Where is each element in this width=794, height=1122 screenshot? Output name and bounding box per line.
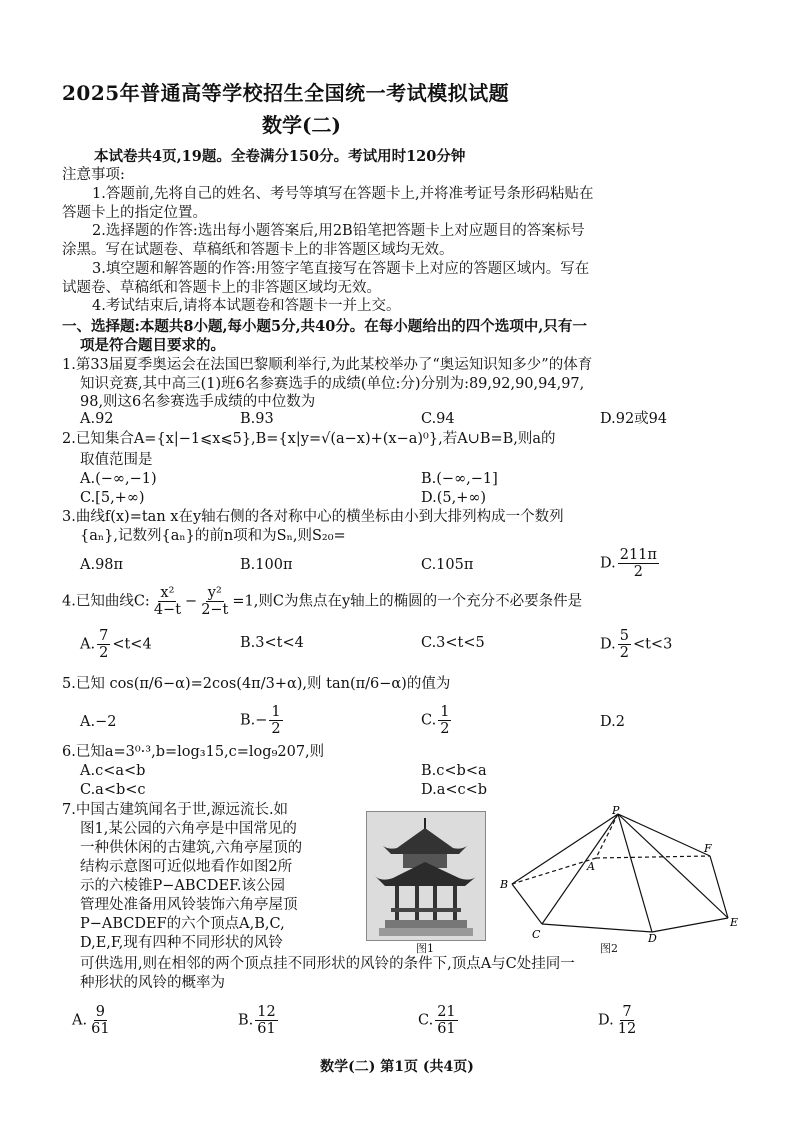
section-heading: 项是符合题目要求的。 — [80, 337, 225, 354]
fraction-denominator: 2−t — [201, 602, 229, 618]
fraction-numerator: 12 — [257, 1004, 276, 1020]
fraction-denominator: 61 — [437, 1021, 456, 1037]
figure-2-hexagonal-pyramid — [492, 806, 742, 942]
fraction-denominator: 61 — [257, 1021, 276, 1037]
question-7-option-a[interactable] — [72, 1004, 114, 1037]
fraction — [616, 1004, 638, 1037]
vertex-label-d: D — [648, 932, 657, 942]
fraction — [89, 1004, 111, 1037]
question-3-option-c[interactable]: C.105π — [421, 557, 474, 573]
question-7-text: P−ABCDEF的六个顶点A,B,C, — [80, 916, 285, 932]
question-4-option-c[interactable]: C.3<t<5 — [421, 635, 485, 651]
fraction-numerator: 1 — [440, 704, 450, 720]
exam-info: 本试卷共4页,19题。全卷满分150分。考试用时120分钟 — [94, 148, 466, 165]
option-suffix: <t<3 — [632, 636, 673, 653]
question-1-option-d[interactable]: D.92或94 — [600, 411, 668, 427]
question-7-text: 管理处准备用风铃装饰六角亭屋顶 — [80, 897, 298, 913]
option-suffix: <t<4 — [112, 636, 152, 653]
question-5-option-d[interactable]: D.2 — [600, 714, 625, 730]
fraction-denominator: 2 — [633, 564, 643, 580]
question-2-text: 取值范围是 — [80, 452, 153, 468]
option-prefix: D. — [600, 555, 616, 572]
question-7-text: 结构示意图可近似地看作如图2所 — [80, 859, 293, 875]
question-1-option-b[interactable]: B.93 — [240, 411, 274, 427]
question-7-text: 种形状的风铃的概率为 — [80, 975, 225, 991]
question-3-text: {aₙ},记数列{aₙ}的前n项和为Sₙ,则S₂₀= — [80, 528, 346, 544]
option-prefix: D. — [598, 1012, 614, 1029]
fraction-numerator: 5 — [619, 628, 629, 644]
question-1-option-c[interactable]: C.94 — [421, 411, 455, 427]
fraction-numerator: 9 — [95, 1004, 105, 1020]
fraction-numerator: 1 — [271, 704, 281, 720]
notes-line: 3.填空题和解答题的作答:用签字笔直接写在答题卡上对应的答题区域内。写在 — [92, 261, 590, 277]
fraction — [618, 628, 631, 661]
question-4-option-a[interactable] — [80, 628, 152, 661]
exam-title: 2025年普通高等学校招生全国统一考试模拟试题 — [62, 81, 510, 105]
option-prefix: C. — [421, 712, 437, 729]
fraction-denominator: 4−t — [153, 602, 182, 618]
question-5-option-a[interactable]: A.−2 — [80, 714, 117, 730]
question-2-option-d[interactable]: D.(5,+∞) — [421, 490, 487, 506]
fraction-denominator: 12 — [617, 1021, 637, 1037]
question-5-option-c[interactable] — [421, 704, 453, 737]
figure-1-caption: 图1 — [416, 942, 434, 955]
fraction-denominator: 2 — [99, 645, 109, 661]
fraction-numerator: 7 — [99, 628, 109, 644]
question-2-option-a[interactable]: A.(−∞,−1) — [80, 471, 157, 487]
question-1-option-a[interactable]: A.92 — [80, 411, 114, 427]
question-6-option-d[interactable]: D.a<c<b — [421, 782, 488, 798]
fraction — [438, 704, 451, 737]
notes-line: 答题卡上的指定位置。 — [62, 205, 207, 221]
fraction — [97, 628, 110, 661]
question-1-text: 知识竞赛,其中高三(1)班6名参赛选手的成绩(单位:分)分别为:89,92,90,94,97, — [80, 376, 585, 392]
fraction — [618, 547, 659, 580]
figure-1-pavilion-photo — [366, 811, 486, 941]
question-7-option-c[interactable] — [418, 1004, 460, 1037]
vertex-label-p: P — [612, 806, 620, 817]
question-7-text: D,E,F,现有四种不同形状的风铃 — [80, 935, 283, 951]
option-prefix: A. — [72, 1012, 88, 1029]
vertex-label-a: A — [587, 860, 595, 873]
question-6-option-b[interactable]: B.c<b<a — [421, 763, 487, 779]
fraction-denominator: 61 — [91, 1021, 110, 1037]
fraction — [269, 704, 282, 737]
question-1-text: 98,则这6名参赛选手成绩的中位数为 — [80, 394, 316, 410]
option-prefix: A. — [80, 636, 96, 653]
q4-prefix: 4.已知曲线C: — [62, 593, 150, 610]
option-prefix: C. — [418, 1012, 434, 1029]
fraction-numerator: 7 — [622, 1004, 632, 1020]
notes-line: 试题卷、草稿纸和答题卡上的非答题区域均无效。 — [62, 280, 381, 296]
question-7-text: 示的六棱锥P−ABCDEF.该公园 — [80, 878, 286, 894]
vertex-label-c: C — [532, 928, 541, 941]
vertex-label-e: E — [730, 916, 739, 929]
question-7-text: 7.中国古建筑闻名于世,源远流长.如 — [62, 802, 289, 818]
question-4-text — [62, 585, 582, 618]
question-7-text: 可供选用,则在相邻的两个顶点挂不同形状的风铃的条件下,顶点A与C处挂同一 — [80, 956, 575, 972]
notes-heading: 注意事项: — [62, 167, 125, 183]
question-7-option-d[interactable] — [598, 1004, 640, 1037]
fraction-numerator: y² — [207, 585, 222, 601]
section-heading: 一、选择题:本题共8小题,每小题5分,共40分。在每小题给出的四个选项中,只有一 — [62, 318, 587, 335]
fraction-denominator: 2 — [619, 645, 629, 661]
fraction — [152, 585, 183, 618]
question-3-option-d[interactable] — [600, 547, 661, 580]
fraction-numerator: 21 — [437, 1004, 456, 1020]
fraction — [199, 585, 230, 618]
figure-2-caption: 图2 — [600, 942, 618, 955]
fraction — [435, 1004, 457, 1037]
page-footer: 数学(二) 第1页 (共4页) — [320, 1059, 474, 1075]
vertex-label-b: B — [500, 878, 509, 891]
question-5-text: 5.已知 cos(π/6−α)=2cos(4π/3+α),则 tan(π/6−α)的值为 — [62, 676, 451, 692]
pavilion-icon — [367, 812, 485, 940]
question-3-text: 3.曲线f(x)=tan x在y轴右侧的各对称中心的横坐标由小到大排列构成一个数列 — [62, 509, 564, 525]
question-6-text: 6.已知a=3⁰·³,b=log₃15,c=log₉207,则 — [62, 744, 325, 760]
question-4-option-b[interactable]: B.3<t<4 — [240, 635, 304, 651]
question-7-option-b[interactable] — [238, 1004, 280, 1037]
notes-line: 涂黑。写在试题卷、草稿纸和答题卡上的非答题区域均无效。 — [62, 242, 454, 258]
fraction-denominator: 2 — [440, 721, 450, 737]
question-5-option-b[interactable] — [240, 704, 285, 737]
question-2-option-c[interactable]: C.[5,+∞) — [80, 490, 145, 506]
notes-line: 4.考试结束后,请将本试题卷和答题卡一并上交。 — [92, 298, 401, 314]
minus-sign: − — [185, 593, 198, 610]
question-4-option-d[interactable] — [600, 628, 672, 661]
vertex-label-f: F — [704, 842, 712, 855]
question-2-text: 2.已知集合A={x|−1⩽x⩽5},B={x|y=√(a−x)+(x−a)⁰},若A∪B=B,则a的 — [62, 431, 556, 447]
q4-suffix: =1,则C为焦点在y轴上的椭圆的一个充分不必要条件是 — [232, 593, 583, 610]
question-7-text: 图1,某公园的六角亭是中国常见的 — [80, 821, 297, 837]
question-6-option-c[interactable]: C.a<b<c — [80, 782, 146, 798]
fraction-numerator: x² — [160, 585, 175, 601]
option-prefix: B.− — [240, 712, 268, 729]
question-3-option-a[interactable]: A.98π — [80, 557, 124, 573]
question-3-option-b[interactable]: B.100π — [240, 557, 293, 573]
option-prefix: D. — [600, 636, 616, 653]
question-6-option-a[interactable]: A.c<a<b — [80, 763, 146, 779]
exam-subtitle: 数学(二) — [262, 113, 341, 137]
question-1-text: 1.第33届夏季奥运会在法国巴黎顺利举行,为此某校举办了“奥运知识知多少”的体育 — [62, 357, 593, 373]
fraction — [255, 1004, 277, 1037]
question-2-option-b[interactable]: B.(−∞,−1] — [421, 471, 498, 487]
fraction-denominator: 2 — [271, 721, 281, 737]
option-prefix: B. — [238, 1012, 254, 1029]
notes-line: 1.答题前,先将自己的姓名、考号等填写在答题卡上,并将准考证号条形码粘贴在 — [92, 186, 594, 202]
question-7-text: 一种供休闲的古建筑,六角亭屋顶的 — [80, 840, 303, 856]
notes-line: 2.选择题的作答:选出每小题答案后,用2B铅笔把答题卡上对应题目的答案标号 — [92, 223, 585, 239]
fraction-numerator: 211π — [619, 547, 657, 563]
